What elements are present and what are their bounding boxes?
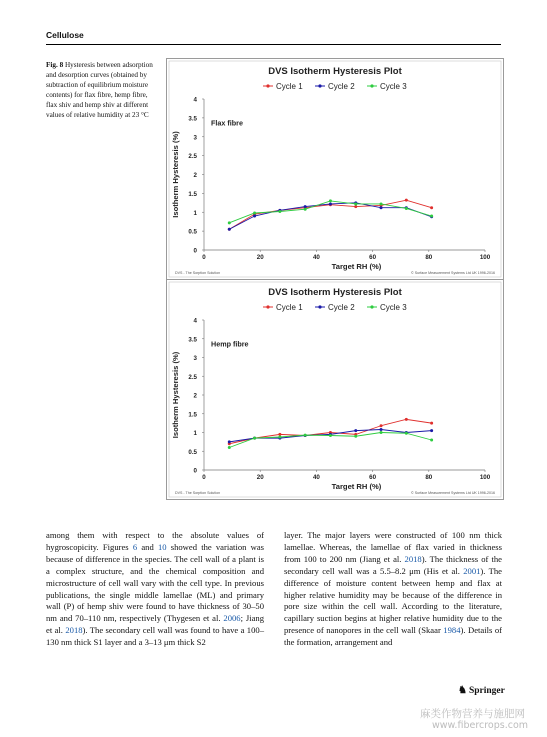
data-point	[228, 221, 231, 224]
legend-marker	[370, 305, 373, 308]
data-point	[253, 212, 256, 215]
x-tick-label: 100	[479, 474, 491, 481]
data-point	[430, 429, 433, 432]
data-point	[304, 205, 307, 208]
publisher-name: Springer	[468, 686, 505, 696]
y-axis-label: Isotherm Hysteresis (%)	[171, 131, 180, 218]
x-tick-label: 40	[312, 254, 320, 261]
chart-footer-left: DVS - The Sorption Solution	[175, 491, 221, 495]
x-tick-label: 20	[256, 474, 264, 481]
data-point	[380, 428, 383, 431]
data-point	[304, 208, 307, 211]
y-tick-label: 0.5	[188, 448, 197, 456]
springer-horse-icon: ♞	[458, 685, 467, 696]
x-tick-label: 80	[425, 254, 433, 261]
data-point	[253, 215, 256, 218]
x-axis-label: Target RH (%)	[331, 482, 382, 491]
y-tick-label: 0.5	[188, 228, 197, 236]
x-tick-label: 20	[256, 254, 264, 261]
y-tick-label: 4	[193, 317, 197, 325]
caption-label: Fig. 8	[46, 61, 64, 69]
watermark-line-1: 麻类作物营养与施肥网	[420, 708, 525, 720]
citation-link[interactable]: 1984	[443, 625, 461, 636]
chart-title: DVS Isotherm Hysteresis Plot	[268, 66, 402, 77]
data-point	[405, 418, 408, 421]
body-text-segment: ). The secondary cell wall was found to have a 100–130 nm thick S1 layer and a 3–13 μm thick S2	[46, 625, 264, 648]
citation-link[interactable]: 2001	[463, 565, 481, 576]
y-tick-label: 3	[193, 134, 197, 142]
y-tick-label: 3.5	[188, 336, 197, 344]
chart-footer-left: DVS - The Sorption Solution	[175, 271, 221, 275]
data-point	[354, 429, 357, 432]
y-tick-label: 3	[193, 355, 197, 362]
chart-footer-right: © Surface Measurement Systems Ltd UK 1996-2016	[411, 271, 495, 275]
body-text-segment: showed the variation was because of difference in the species. The cell wall of a plant is a complex structure, and the chemical composition and microstructure of cell wall vary with the cell type. In previous publications, the single middle lamellae (ML) and primary wall (P) of hemp shiv were found to have thickness of 30–50 nm and 70–110 nm, respectively (Thygesen et al.	[46, 541, 264, 624]
citation-link[interactable]: 2006	[223, 613, 241, 624]
body-text-segment: ; Jiang et al.	[46, 613, 264, 636]
data-point	[380, 431, 383, 434]
chart-flax-fibre	[167, 59, 503, 279]
data-point	[228, 228, 231, 231]
x-tick-label: 100	[479, 254, 491, 261]
data-point	[228, 440, 231, 443]
legend-marker	[318, 305, 321, 308]
citation-link[interactable]: 10	[157, 541, 167, 552]
chart-annotation: Hemp fibre	[211, 339, 249, 349]
chart-footer-right: © Surface Measurement Systems Ltd UK 1996-2016	[411, 491, 495, 495]
chart-hemp-fibre	[167, 280, 503, 499]
data-point	[430, 215, 433, 218]
x-tick-label: 0	[202, 254, 206, 261]
legend-marker	[318, 84, 321, 87]
legend-marker	[266, 84, 269, 87]
body-text-segment: ). The thickness of the secondary cell wall was a 5.5–8.2 μm (His et al.	[284, 553, 502, 576]
data-point	[329, 434, 332, 437]
caption-text: Hysteresis between adsorption and desorption curves (obtained by subtraction of equilibrium moisture contents) for flax fibre, hemp fibre, flax shiv and hemp shiv at different values of relative humidity at 23 °C	[46, 61, 153, 119]
data-point	[354, 205, 357, 208]
legend-label: Cycle 1	[276, 303, 303, 312]
data-point	[354, 202, 357, 205]
legend-marker	[266, 305, 269, 308]
publisher-logo	[458, 685, 505, 696]
citation-link[interactable]: 2018	[65, 625, 83, 636]
body-text-segment: and	[137, 541, 158, 552]
body-text-segment: ). The difference of moisture content between hemp and flax at higher relative humidity may be because of the difference in pore size within the cell wall. According to the literature, capillary suction begins at higher relative humidity due to the presence of nanopores in the cell wall (Skaar	[284, 565, 502, 636]
data-point	[430, 422, 433, 425]
y-tick-label: 4	[193, 96, 197, 104]
data-point	[228, 446, 231, 449]
chart-annotation: Flax fibre	[211, 118, 243, 128]
y-tick-label: 1.5	[188, 411, 197, 419]
x-tick-label: 60	[369, 254, 377, 261]
data-point	[380, 202, 383, 205]
data-point	[380, 424, 383, 427]
data-point	[380, 206, 383, 209]
body-text-segment: layer. The major layers were constructed of 100 nm thick lamellae. Whereas, the lamellae of flax varied in thickness from 100 to 200 nm (Jiang et al.	[284, 530, 502, 564]
y-tick-label: 3.5	[188, 115, 197, 123]
data-point	[405, 207, 408, 210]
y-tick-label: 1	[193, 209, 197, 217]
chart-frame	[169, 61, 501, 277]
x-tick-label: 60	[369, 474, 377, 481]
legend-label: Cycle 3	[380, 82, 407, 91]
y-tick-label: 2	[193, 392, 197, 400]
legend-label: Cycle 2	[328, 82, 355, 91]
x-tick-label: 80	[425, 474, 433, 481]
chart-panel-flax-fibre	[167, 59, 503, 279]
y-tick-label: 1.5	[188, 190, 197, 198]
citation-link[interactable]: 6	[132, 541, 138, 552]
data-point	[278, 210, 281, 213]
body-text-segment: ). Details of the formation, arrangement and	[284, 625, 502, 648]
series-line-2	[229, 203, 431, 229]
y-tick-label: 0	[193, 467, 197, 475]
data-point	[405, 199, 408, 202]
y-tick-label: 2.5	[188, 153, 197, 161]
header-rule	[46, 44, 501, 45]
figure-8	[166, 58, 504, 500]
citation-link[interactable]: 2018	[404, 553, 422, 564]
x-axis-label: Target RH (%)	[331, 262, 382, 271]
chart-title: DVS Isotherm Hysteresis Plot	[268, 287, 402, 298]
x-tick-label: 0	[202, 474, 206, 481]
body-text-right-column	[284, 530, 502, 649]
chart-frame	[169, 282, 501, 497]
data-point	[354, 435, 357, 438]
data-point	[405, 432, 408, 435]
data-point	[253, 437, 256, 440]
y-tick-label: 0	[193, 247, 197, 255]
watermark-line-2: www.fibercrops.com	[432, 720, 529, 731]
data-point	[278, 433, 281, 436]
legend-label: Cycle 1	[276, 82, 303, 91]
data-point	[430, 439, 433, 442]
chart-panel-hemp-fibre	[167, 280, 503, 500]
body-text-left-column	[46, 530, 264, 649]
data-point	[329, 202, 332, 205]
y-tick-label: 1	[193, 430, 197, 437]
y-tick-label: 2	[193, 172, 197, 179]
data-point	[278, 436, 281, 439]
data-point	[329, 199, 332, 202]
legend-label: Cycle 3	[380, 303, 407, 312]
body-text-segment: among them with respect to the absolute values of hygroscopicity. Figures	[46, 530, 264, 552]
y-tick-label: 2.5	[188, 373, 197, 381]
legend-marker	[370, 84, 373, 87]
y-axis-label: Isotherm Hysteresis (%)	[171, 351, 180, 439]
x-tick-label: 40	[312, 474, 320, 481]
journal-name: Cellulose	[46, 30, 84, 40]
data-point	[304, 434, 307, 437]
figure-caption	[46, 60, 158, 120]
data-point	[430, 206, 433, 209]
legend-label: Cycle 2	[328, 303, 355, 312]
